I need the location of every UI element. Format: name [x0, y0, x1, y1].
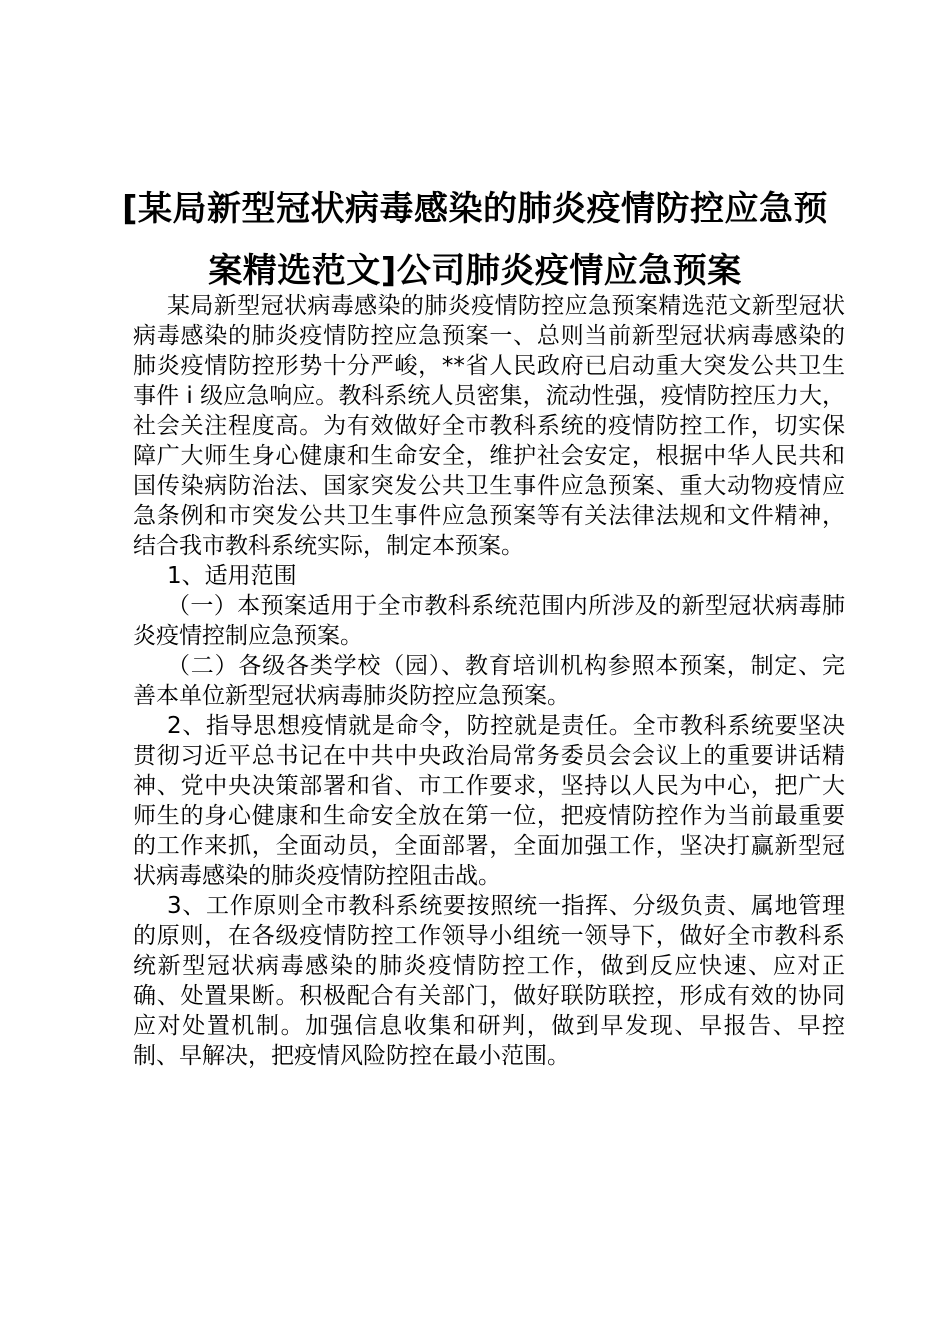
paragraph-working-principles: 3、工作原则全市教科系统要按照统一指挥、分级负责、属地管理的原则，在各级疫情防控工作领导小组统一领导下，做好全市教科系统新型冠状病毒感染的肺炎疫情防控工作，做到反应快速、应对正确、处置果断。积极配合有关部门，做好联防联控，形成有效的协同应对处置机制。加强信息收集和研判，做到早发现、早报告、早控制、早解决，把疫情风险防控在最小范围。 [133, 893, 845, 1069]
paragraph-scope-1: （一）本预案适用于全市教科系统范围内所涉及的新型冠状病毒肺炎疫情控制应急预案。 [133, 593, 845, 649]
paragraph-intro: 某局新型冠状病毒感染的肺炎疫情防控应急预案精选范文新型冠状病毒感染的肺炎疫情防控应急预案一、总则当前新型冠状病毒感染的肺炎疫情防控形势十分严峻，**省人民政府已启动重大突发公共卫生事件 i 级应急响应。教科系统人员密集，流动性强，疫情防控压力大，社会关注程度高。为有效做好全市教科系统的疫情防控工作，切实保障广大师生身心健康和生命安全，维护社会安定，根据中华人民共和国传染病防治法、国家突发公共卫生事件应急预案、重大动物疫情应急条例和市突发公共卫生事件应急预案等有关法律法规和文件精神，结合我市教科系统实际，制定本预案。 [133, 293, 845, 559]
paragraph-guiding-ideology: 2、指导思想疫情就是命令，防控就是责任。全市教科系统要坚决贯彻习近平总书记在中共中央政治局常务委员会会议上的重要讲话精神、党中央决策部署和省、市工作要求，坚持以人民为中心，把广大师生的身心健康和生命安全放在第一位，把疫情防控作为当前最重要的工作来抓，全面动员，全面部署，全面加强工作，坚决打赢新型冠状病毒感染的肺炎疫情防控阻击战。 [133, 713, 845, 889]
paragraph-scope-heading: 1、适用范围 [167, 563, 297, 589]
document-body [133, 291, 845, 1071]
paragraph-scope-2: （二）各级各类学校（园）、教育培训机构参照本预案，制定、完善本单位新型冠状病毒肺炎防控应急预案。 [133, 653, 845, 709]
document-title: [某局新型冠状病毒感染的肺炎疫情防控应急预案精选范文]公司肺炎疫情应急预案 [121, 189, 829, 291]
